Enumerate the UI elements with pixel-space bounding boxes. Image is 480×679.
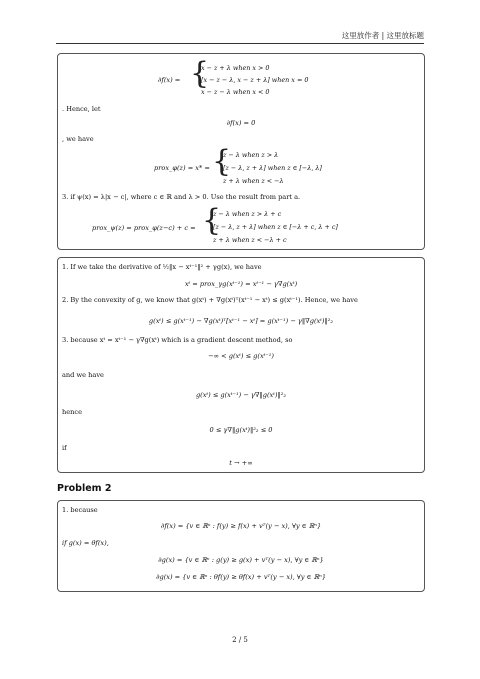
running-header: 这里放作者 | 这里放标题: [341, 31, 424, 40]
zero-equation: ∂f(x) = 0: [226, 119, 256, 127]
equation-6: t → +∞: [229, 459, 253, 467]
subdiff-lhs: ∂f(x) =: [158, 76, 181, 84]
equation-2: g(xᵗ) ≤ g(xᵗ⁻¹) − ∇g(xᵗ)ᵀ[xᵗ⁻¹ − xᵗ] = g(xᵗ⁻¹) − γ‖∇g(xᵗ)‖²₂: [148, 317, 334, 325]
subdiff-case-1: x − z + λ when x > 0: [201, 64, 270, 72]
prox-case-2: [z − λ, z + λ] when z ∈ [−λ, λ]: [223, 164, 322, 172]
equation-3: −∞ < g(xᵗ) ≤ g(xᵗ⁻¹): [208, 352, 274, 360]
prox2-brace: {: [202, 203, 222, 238]
equation-1: xᵗ = prox_γg(xᵗ⁻¹) = xᵗ⁻¹ − γ∇g(xᵗ): [184, 280, 298, 288]
page-number: 2 / 5: [232, 636, 248, 644]
prox-case-3: z + λ when z < −λ: [223, 177, 284, 185]
prox-lhs: prox_φ(z) = x* =: [154, 164, 210, 172]
prox2-case-1: z − λ when z > λ + c: [213, 210, 282, 218]
subdiff-case-2: [x − z − λ, x − z + λ] when x = 0: [201, 76, 309, 84]
prox2-lhs: prox_ψ(z) = prox_φ(z−c) + c =: [92, 224, 196, 232]
item-1-text: 1. because: [62, 506, 98, 514]
item-1-text: 1. If we take the derivative of ½‖x − xᵗ⁻¹‖² + γg(x), we have: [62, 263, 262, 271]
equation-1: ∂f(x) = {v ∈ ℝⁿ : f(y) ≥ f(x) + vᵀ(y − x), ∀y ∈ ℝⁿ}: [160, 522, 322, 530]
item-3-text: 3. if ψ(x) = λ|x − c|, where c ∈ ℝ and λ > 0. Use the result from part a.: [62, 193, 301, 201]
equation-4: g(xᵗ) ≤ g(xᵗ⁻¹) − γ∇‖g(xᵗ)‖²₂: [195, 391, 287, 399]
item-2-text: 2. By the convexity of g, we know that g(xᵗ) + ∇g(xᵗ)ᵀ(xᵗ⁻¹ − xᵗ) ≤ g(xᵗ⁻¹). Hence, we have: [62, 296, 358, 304]
solution-box-gradient: [57, 257, 425, 473]
prox-brace: {: [212, 144, 232, 179]
solution-box-prox: [57, 53, 425, 250]
prox-case-1: z − λ when z > λ: [223, 151, 279, 159]
prox2-case-3: z + λ when z < −λ + c: [213, 236, 287, 244]
hence-text: hence: [62, 408, 82, 416]
if-text: if: [62, 444, 67, 452]
item-3-text: 3. because xᵗ = xᵗ⁻¹ − γ∇g(xᵗ) which is a gradient descent method, so: [62, 336, 293, 344]
equation-2: ∂g(x) = {v ∈ ℝⁿ : g(y) ≥ g(x) + vᵀ(y − x), ∀y ∈ ℝⁿ}: [158, 556, 324, 564]
if-line: if g(x) = θf(x),: [62, 539, 109, 547]
prox2-case-2: [z − λ, z + λ] when z ∈ [−λ + c, λ + c]: [213, 223, 338, 231]
equation-3: ∂g(x) = {v ∈ ℝⁿ : θf(y) ≥ θf(x) + vᵀ(y − x), ∀y ∈ ℝⁿ}: [156, 573, 326, 581]
hence-text: . Hence, let: [62, 105, 101, 113]
subdiff-case-3: x − z − λ when x < 0: [201, 88, 270, 96]
and-we-have-text: and we have: [62, 371, 104, 379]
equation-5: 0 ≤ γ∇‖g(xᵗ)‖²₂ ≤ 0: [209, 426, 273, 434]
we-have-text: , we have: [62, 135, 94, 143]
subdiff-brace: {: [190, 56, 210, 91]
header-rule: [56, 43, 424, 44]
solution-box-subgradient: [57, 500, 425, 592]
section-title: Problem 2: [57, 483, 112, 494]
